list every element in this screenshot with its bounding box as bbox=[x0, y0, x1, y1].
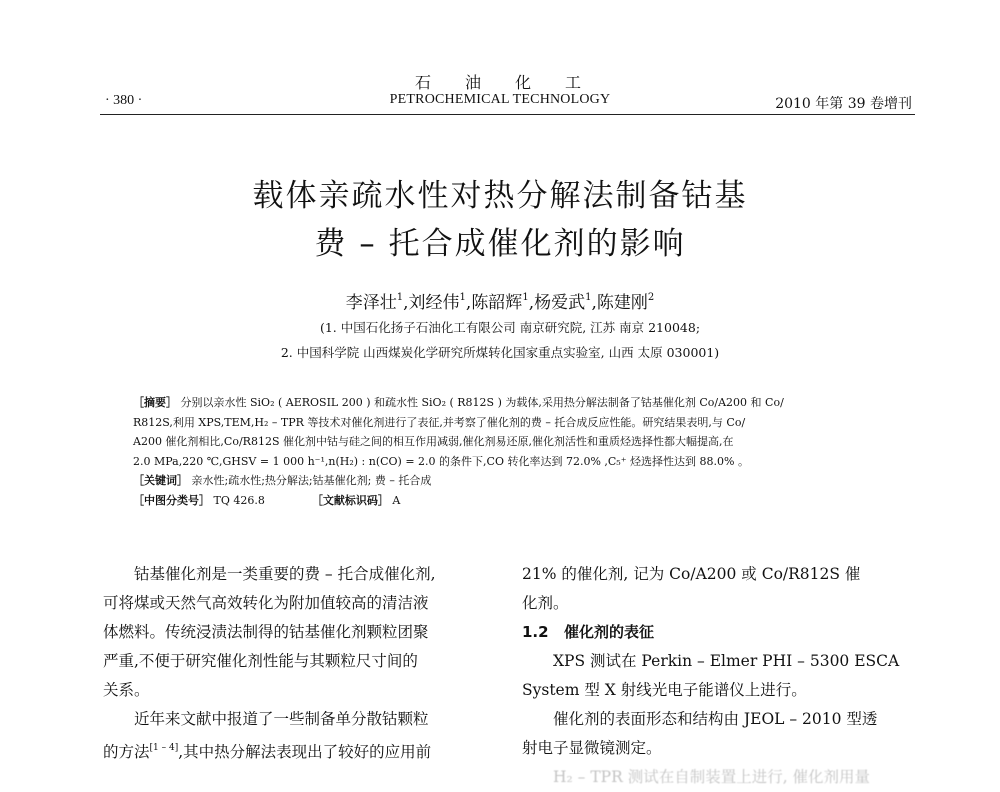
author-name: 陈建刚 bbox=[596, 293, 648, 313]
body-line: 关系。 bbox=[103, 681, 150, 699]
affiliation-marker: 1 bbox=[522, 292, 529, 303]
affiliation-marker: 1 bbox=[585, 292, 592, 303]
body-line: 21% 的催化剂, 记为 Co/A200 或 Co/R812S 催 bbox=[522, 565, 861, 583]
abstract-label: ［摘要］ bbox=[133, 396, 177, 409]
author-name: 刘经伟 bbox=[408, 293, 460, 313]
keywords: 亲水性;疏水性;热分解法;钴基催化剂; 费 – 托合成 bbox=[191, 474, 432, 487]
keywords-line bbox=[133, 471, 893, 491]
abstract-block bbox=[133, 393, 893, 510]
body-line: XPS 测试在 Perkin – Elmer PHI – 5300 ESCA bbox=[553, 652, 900, 670]
clc-code: TQ 426.8 bbox=[213, 493, 265, 507]
author-list: 李泽壮$^1$,刘经伟$^1$,陈韶辉$^1$,杨爱武$^1$,陈建刚$^2$ bbox=[345, 292, 655, 313]
author-name: 陈韶辉 bbox=[471, 293, 523, 313]
doc-code-label: ［文献标识码］ bbox=[311, 493, 389, 507]
affiliation-marker: 1 bbox=[396, 292, 404, 303]
keywords-label: ［关键词］ bbox=[133, 474, 188, 487]
author bbox=[597, 293, 654, 313]
doc-code: A bbox=[392, 493, 401, 507]
author bbox=[409, 293, 466, 313]
body-line bbox=[103, 734, 503, 763]
body-line: 可将煤或天然气高效转化为附加值较高的清洁液 bbox=[103, 594, 429, 612]
abstract-line: 2.0 MPa,220 ℃,GHSV = 1 000 h⁻¹,n(H₂) : n(CO) = 2.0 的条件下,CO 转化率达到 72.0% ,C₅⁺ 烃选择性达到 88.0% 。 bbox=[133, 454, 749, 468]
abstract-text: 分别以亲水性 SiO₂ ( AEROSIL 200 ) 和疏水性 SiO₂ ( R812S ) 为载体,采用热分解法制备了钴基催化剂 Co/A200 和 Co/ bbox=[180, 396, 784, 409]
body-line: 近年来文献中报道了一些制备单分散钴颗粒 bbox=[134, 710, 429, 728]
abstract-line bbox=[133, 393, 893, 413]
body-line: System 型 X 射线光电子能谱仪上进行。 bbox=[522, 681, 807, 699]
body-text: ,其中热分解法表现出了较好的应用前 bbox=[178, 743, 432, 761]
affiliation-marker: 2 bbox=[647, 292, 655, 303]
issue-info: 2010 年第 39 卷增刊 bbox=[775, 96, 912, 112]
body-line-cut-off: H₂ – TPR 测试在自制装置上进行, 催化剂用量 bbox=[553, 768, 871, 786]
classification-line bbox=[133, 491, 893, 511]
journal-title-chinese: 石油化工 bbox=[414, 73, 615, 92]
section-number: 1.2 bbox=[522, 623, 549, 641]
body-line: 催化剂的表面形态和结构由 JEOL – 2010 型透 bbox=[553, 710, 878, 728]
article-title-line-2: 费 – 托合成催化剂的影响 bbox=[314, 226, 686, 262]
body-line: 严重,不便于研究催化剂性能与其颗粒尺寸间的 bbox=[103, 652, 418, 670]
citation-ref: [1 – 4] bbox=[149, 743, 179, 753]
affiliation-1: (1. 中国石化扬子石油化工有限公司 南京研究院, 江苏 南京 210048; bbox=[319, 320, 701, 335]
author-name: 杨爱武 bbox=[534, 293, 586, 313]
article-title-line-1: 载体亲疏水性对热分解法制备钴基 bbox=[252, 178, 748, 214]
author bbox=[534, 293, 591, 313]
author bbox=[346, 293, 403, 313]
body-column-left bbox=[103, 560, 503, 792]
body-text: 的方法 bbox=[103, 743, 150, 761]
body-line: 体燃料。传统浸渍法制得的钴基催化剂颗粒团聚 bbox=[103, 623, 429, 641]
clc-label: ［中图分类号］ bbox=[133, 493, 210, 507]
body-line: 化剂。 bbox=[522, 594, 569, 612]
body-line: 射电子显微镜测定。 bbox=[522, 739, 662, 757]
section-heading bbox=[522, 618, 922, 647]
abstract-line: R812S,利用 XPS,TEM,H₂ – TPR 等技术对催化剂进行了表征,并考察了催化剂的费 – 托合成反应性能。研究结果表明,与 Co/ bbox=[133, 415, 746, 429]
body-line: 钴基催化剂是一类重要的费 – 托合成催化剂, bbox=[134, 565, 436, 583]
body-line-cut-off bbox=[103, 763, 503, 792]
abstract-line: A200 催化剂相比,Co/R812S 催化剂中钴与硅之间的相互作用减弱,催化剂易还原,催化剂活性和重质烃选择性都大幅提高,在 bbox=[133, 435, 734, 448]
author-name: 李泽壮 bbox=[345, 293, 397, 313]
section-title: 催化剂的表征 bbox=[564, 623, 655, 641]
body-column-right bbox=[522, 560, 922, 792]
affiliation-2: 2. 中国科学院 山西煤炭化学研究所煤转化国家重点实验室, 山西 太原 030001) bbox=[280, 345, 720, 360]
header-rule bbox=[100, 114, 915, 115]
journal-title-english: PETROCHEMICAL TECHNOLOGY bbox=[389, 92, 611, 107]
author bbox=[471, 293, 528, 313]
affiliation-marker: 1 bbox=[459, 292, 466, 303]
page-number: · 380 · bbox=[105, 93, 143, 108]
